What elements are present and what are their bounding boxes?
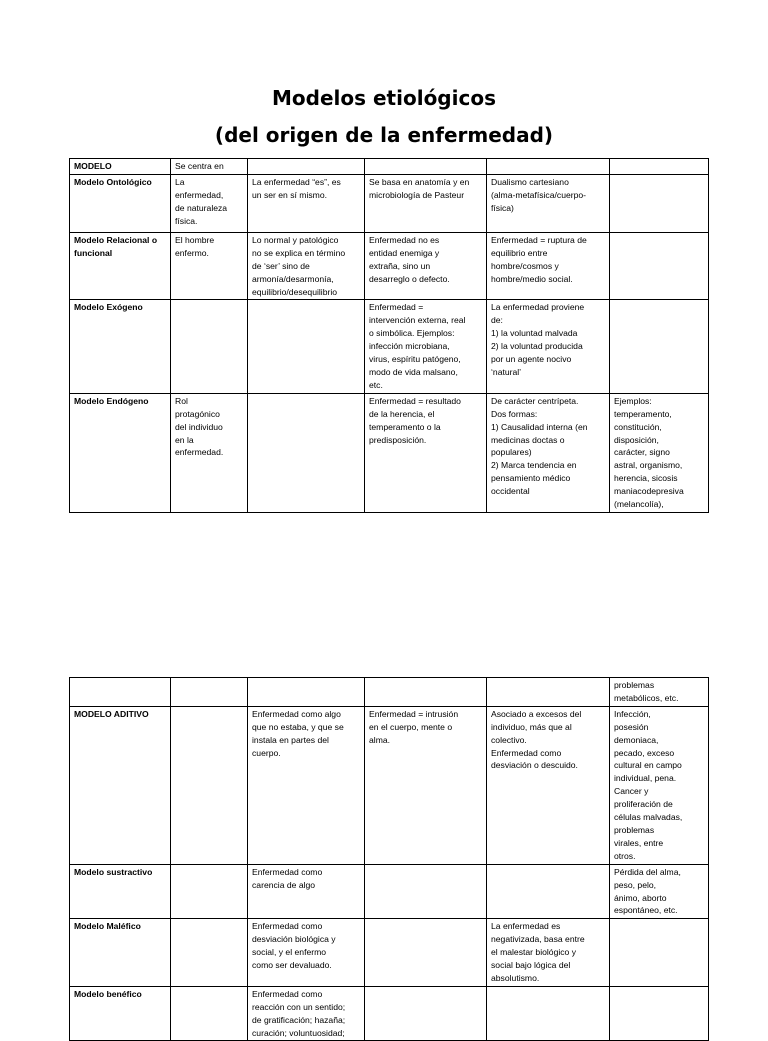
cell-text-line: Pérdida del alma, — [614, 866, 681, 877]
cell-text-line: MODELO ADITIVO — [74, 708, 149, 719]
table-cell — [365, 159, 487, 175]
table-cell — [487, 864, 610, 919]
table-cell — [365, 706, 487, 864]
cell-text-line: microbiología de Pasteur — [369, 189, 465, 200]
cell-text-line: Modelo Maléfico — [74, 921, 141, 932]
cell-text-line: Enfermedad como — [252, 988, 323, 999]
table-cell — [171, 393, 248, 512]
table-cell — [248, 706, 365, 864]
cell-text-line: occidental — [491, 486, 530, 497]
cell-text-line: en la — [175, 434, 194, 445]
cell-text-line: La enfermedad proviene — [491, 302, 585, 313]
cell-text-line: equilibrio entre — [491, 247, 548, 258]
table-cell — [171, 300, 248, 393]
table-cell — [248, 300, 365, 393]
table-row — [70, 706, 709, 864]
table-cell — [365, 232, 487, 300]
cell-text-line: equilibrio/desequilibrio — [252, 286, 338, 297]
cell-text-line: enfermedad. — [175, 447, 224, 458]
cell-text-line: del individuo — [175, 421, 223, 432]
cell-text-line: (melancolía), — [614, 499, 664, 510]
cell-text-line: Enfermedad = resultado — [369, 395, 461, 406]
table-cell — [610, 678, 709, 707]
cell-text-line: funcional — [74, 247, 113, 258]
cell-text-line: desviación biológica y — [252, 934, 336, 945]
table-cell — [487, 678, 610, 707]
cell-text-line: La enfermedad es — [491, 921, 561, 932]
cell-text-line: Dos formas: — [491, 408, 538, 419]
table-cell — [171, 706, 248, 864]
cell-text-line: el malestar biológico y — [491, 947, 577, 958]
cell-text-line: posesión — [614, 721, 649, 732]
cell-text-line: herencia, sicosis — [614, 473, 678, 484]
cell-text-line: Modelo benéfico — [74, 988, 142, 999]
cell-text-line: constitución, — [614, 421, 662, 432]
cell-text-line: de naturaleza — [175, 202, 228, 213]
table-cell — [248, 864, 365, 919]
cell-text-line: populares) — [491, 447, 532, 458]
cell-text-line: Asociado a excesos del — [491, 708, 582, 719]
cell-text-line: absolutismo. — [491, 972, 540, 983]
cell-text-line: MODELO — [74, 161, 112, 171]
cell-text-line: carencia de algo — [252, 879, 316, 890]
table-cell — [171, 919, 248, 987]
cell-text-line: Cancer y — [614, 786, 649, 797]
cell-text-line: problemas — [614, 824, 655, 835]
table-cell — [171, 864, 248, 919]
cell-text-line: modo de vida malsano, — [369, 366, 458, 377]
cell-text-line: curación; voluntuosidad; — [252, 1027, 345, 1038]
cell-text-line: (alma-metafísica/cuerpo- — [491, 189, 587, 200]
cell-text-line: de ‘ser’ sino de — [252, 260, 310, 271]
cell-text-line: El hombre — [175, 234, 215, 245]
cell-text-line: en el cuerpo, mente o — [369, 721, 453, 732]
cell-text-line: predisposición. — [369, 434, 427, 445]
cell-text-line: temperamento, — [614, 408, 672, 419]
cell-text-line: ánimo, aborto — [614, 892, 667, 903]
cell-text-line: etc. — [369, 379, 383, 390]
table-cell — [248, 919, 365, 987]
cell-text-line: medicinas doctas o — [491, 434, 565, 445]
table-cell — [610, 300, 709, 393]
table-cell — [248, 393, 365, 512]
cell-text-line: virales, entre — [614, 837, 664, 848]
cell-text-line: 2) la voluntad producida — [491, 341, 583, 352]
row-header-cell — [70, 706, 171, 864]
row-header-cell — [70, 300, 171, 393]
table-cell — [365, 300, 487, 393]
cell-text-line: Modelo Ontológico — [74, 176, 152, 187]
table-row — [70, 300, 709, 393]
cell-text-line: ‘natural’ — [491, 366, 522, 377]
table-cell — [487, 174, 610, 232]
table-row — [70, 919, 709, 987]
cell-text-line: armonía/desarmonía, — [252, 273, 334, 284]
row-header-cell — [70, 864, 171, 919]
table-cell — [171, 159, 248, 175]
cell-text-line: De carácter centrípeta. — [491, 395, 579, 406]
table-row — [70, 864, 709, 919]
table-cell — [248, 986, 365, 1041]
cell-text-line: carácter, signo — [614, 447, 670, 458]
cell-text-line: de gratificación; hazaña; — [252, 1014, 346, 1025]
cell-text-line: como ser devaluado. — [252, 960, 332, 971]
cell-text-line: cultural en campo — [614, 760, 682, 771]
cell-text-line: La — [175, 176, 185, 187]
cell-text-line: Modelo sustractivo — [74, 866, 153, 877]
cell-text-line: Enfermedad no es — [369, 234, 440, 245]
cell-text-line: Se centra en — [175, 161, 224, 171]
cell-text-line: maniacodepresiva — [614, 486, 684, 497]
cell-text-line: proliferación de — [614, 799, 673, 810]
cell-text-line: astral, organismo, — [614, 460, 683, 471]
cell-text-line: desarreglo o defecto. — [369, 273, 450, 284]
cell-text-line: Infección, — [614, 708, 651, 719]
cell-text-line: 2) Marca tendencia en — [491, 460, 577, 471]
row-header-cell — [70, 393, 171, 512]
cell-text-line: Enfermedad como algo — [252, 708, 341, 719]
table-cell — [365, 919, 487, 987]
table-cell — [365, 986, 487, 1041]
cell-text-line: Lo normal y patológico — [252, 234, 339, 245]
cell-text-line: o simbólica. Ejemplos: — [369, 328, 455, 339]
cell-text-line: reacción con un sentido; — [252, 1001, 346, 1012]
cell-text-line: social bajo lógica del — [491, 960, 571, 971]
table-row — [70, 393, 709, 512]
cell-text-line: 1) la voluntad malvada — [491, 328, 578, 339]
cell-text-line: infección microbiana, — [369, 341, 450, 352]
cell-text-line: 1) Causalidad interna (en — [491, 421, 588, 432]
cell-text-line: Rol — [175, 395, 188, 406]
cell-text-line: pensamiento médico — [491, 473, 571, 484]
cell-text-line: Enfermedad = intrusión — [369, 708, 459, 719]
etiology-table-2 — [69, 677, 709, 1041]
table-cell — [610, 864, 709, 919]
page-subtitle: (del origen de la enfermedad) — [214, 123, 554, 147]
table-cell — [487, 232, 610, 300]
cell-text-line: de la herencia, el — [369, 408, 435, 419]
table-cell — [365, 864, 487, 919]
table-cell — [610, 919, 709, 987]
cell-text-line: Modelo Exógeno — [74, 302, 143, 313]
table-cell — [610, 232, 709, 300]
table-cell — [487, 986, 610, 1041]
cell-text-line: demoniaca, — [614, 734, 659, 745]
table-cell — [487, 159, 610, 175]
cell-text-line: peso, pelo, — [614, 879, 657, 890]
cell-text-line: de: — [491, 315, 503, 326]
table-cell — [365, 174, 487, 232]
cell-text-line: por un agente nocivo — [491, 354, 572, 365]
cell-text-line: física) — [491, 202, 514, 213]
cell-text-line: Enfermedad como — [491, 747, 562, 758]
cell-text-line: Enfermedad = ruptura de — [491, 234, 587, 245]
cell-text-line: física. — [175, 215, 198, 226]
table-cell — [248, 678, 365, 707]
cell-text-line: extraña, sino un — [369, 260, 431, 271]
cell-text-line: colectivo. — [491, 734, 527, 745]
cell-text-line: social, y el enfermo — [252, 947, 327, 958]
table-cell — [610, 393, 709, 512]
cell-text-line: hombre/cosmos y — [491, 260, 559, 271]
table-cell — [171, 678, 248, 707]
cell-text-line: enfermedad, — [175, 189, 224, 200]
row-header-cell — [70, 986, 171, 1041]
cell-text-line: disposición, — [614, 434, 659, 445]
cell-text-line: células malvadas, — [614, 812, 683, 823]
row-header-cell — [70, 174, 171, 232]
table-cell — [248, 159, 365, 175]
table-cell — [610, 706, 709, 864]
cell-text-line: cuerpo. — [252, 747, 281, 758]
cell-text-line: Se basa en anatomía y en — [369, 176, 470, 187]
table-row — [70, 986, 709, 1041]
cell-text-line: Enfermedad como — [252, 866, 323, 877]
cell-text-line: que no estaba, y que se — [252, 721, 344, 732]
cell-text-line: intervención externa, real — [369, 315, 466, 326]
table-cell — [487, 393, 610, 512]
cell-text-line: problemas — [614, 680, 655, 690]
table-cell — [610, 159, 709, 175]
row-header-cell — [70, 159, 171, 175]
table-row — [70, 159, 709, 175]
cell-text-line: individuo, más que al — [491, 721, 572, 732]
cell-text-line: Enfermedad = — [369, 302, 424, 313]
cell-text-line: enfermo. — [175, 247, 209, 258]
cell-text-line: alma. — [369, 734, 391, 745]
cell-text-line: La enfermedad “es”, es — [252, 176, 341, 187]
table-cell — [171, 986, 248, 1041]
cell-text-line: instala en partes del — [252, 734, 329, 745]
cell-text-line: otros. — [614, 850, 636, 861]
table-row — [70, 678, 709, 707]
cell-text-line: un ser en sí mismo. — [252, 189, 327, 200]
cell-text-line: virus, espíritu patógeno, — [369, 354, 461, 365]
cell-text-line: entidad enemiga y — [369, 247, 440, 258]
table-cell — [610, 986, 709, 1041]
cell-text-line: Enfermedad como — [252, 921, 323, 932]
etiology-table-1 — [69, 158, 709, 513]
cell-text-line: protagónico — [175, 408, 220, 419]
cell-text-line: Dualismo cartesiano — [491, 176, 569, 187]
row-header-cell — [70, 919, 171, 987]
cell-text-line: Modelo Relacional o — [74, 234, 158, 245]
cell-text-line: Ejemplos: — [614, 395, 652, 406]
cell-text-line: no se explica en término — [252, 247, 346, 258]
table-cell — [487, 919, 610, 987]
cell-text-line: hombre/medio social. — [491, 273, 573, 284]
table-cell — [487, 300, 610, 393]
cell-text-line: temperamento o la — [369, 421, 441, 432]
cell-text-line: Modelo Endógeno — [74, 395, 149, 406]
table-cell — [171, 174, 248, 232]
cell-text-line: desviación o descuido. — [491, 760, 578, 771]
row-header-cell — [70, 678, 171, 707]
cell-text-line: espontáneo, etc. — [614, 905, 678, 916]
table-cell — [248, 232, 365, 300]
cell-text-line: individual, pena. — [614, 773, 677, 784]
page-title: Modelos etiológicos — [272, 86, 496, 110]
table-cell — [365, 393, 487, 512]
cell-text-line: pecado, exceso — [614, 747, 675, 758]
table-row — [70, 232, 709, 300]
table-cell — [248, 174, 365, 232]
row-header-cell — [70, 232, 171, 300]
table-cell — [610, 174, 709, 232]
table-row — [70, 174, 709, 232]
cell-text-line: metabólicos, etc. — [614, 692, 679, 703]
table-cell — [171, 232, 248, 300]
table-cell — [487, 706, 610, 864]
cell-text-line: negativizada, basa entre — [491, 934, 585, 945]
table-cell — [365, 678, 487, 707]
